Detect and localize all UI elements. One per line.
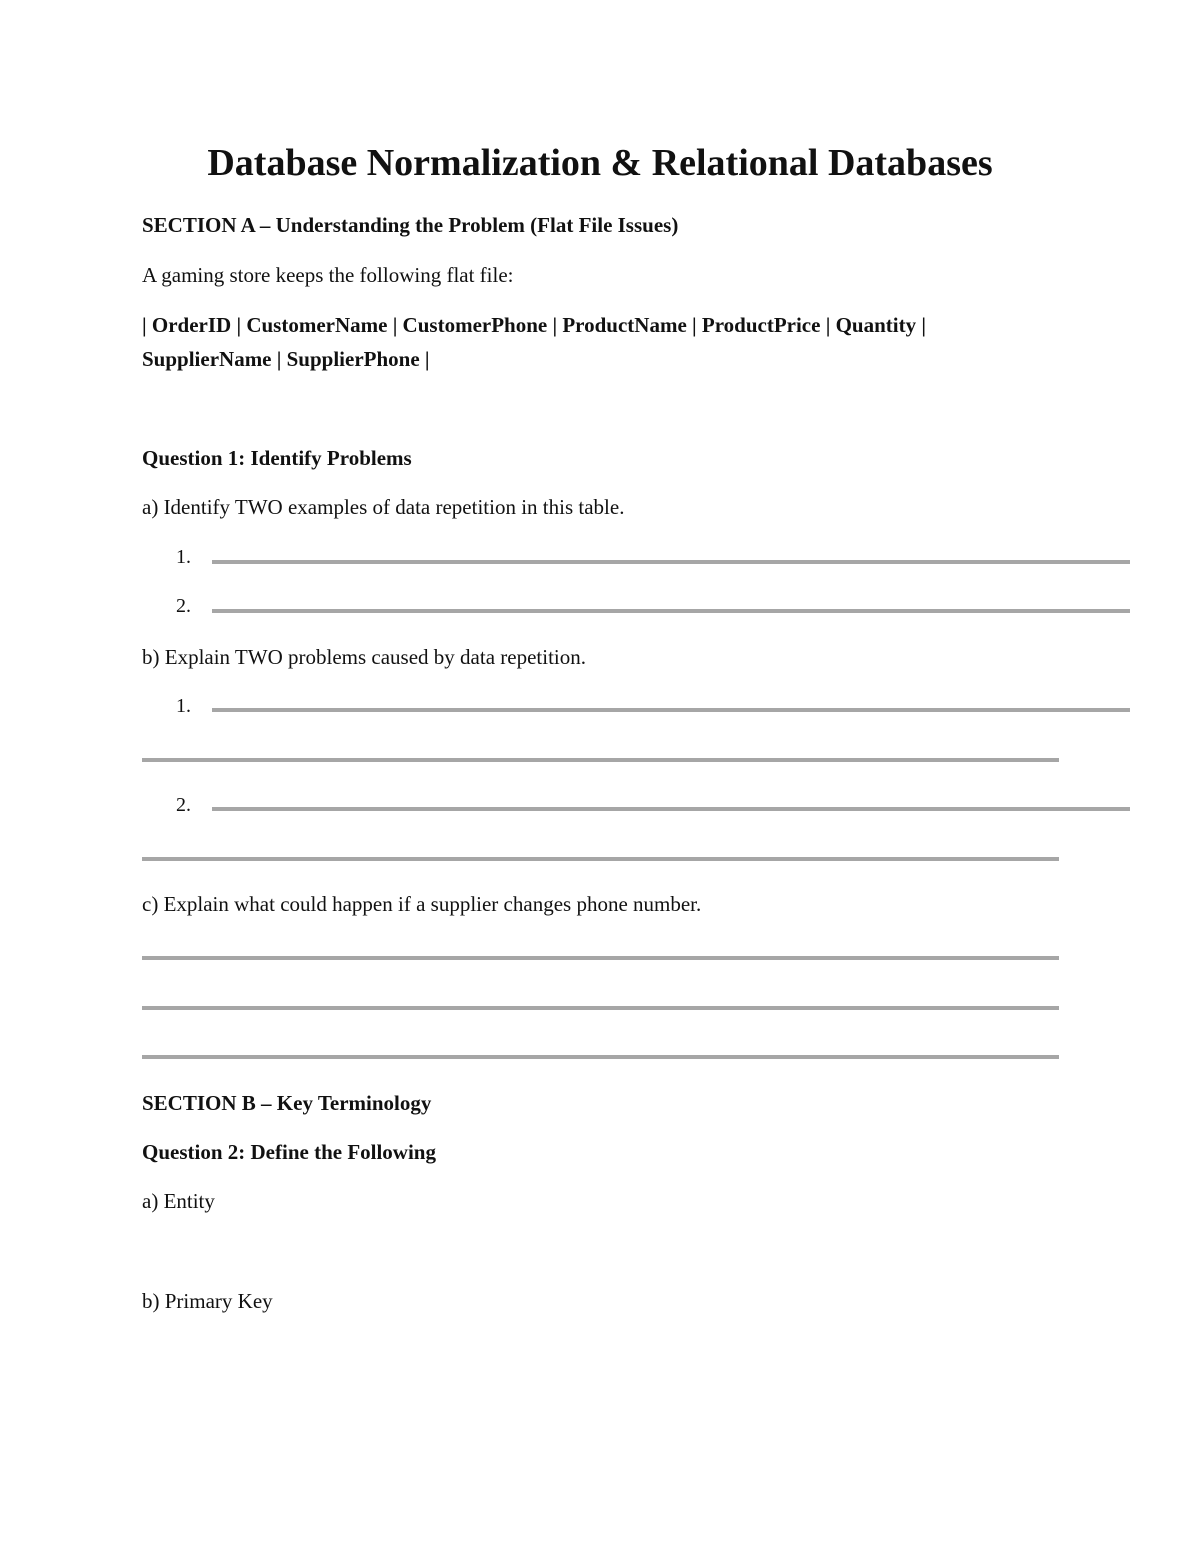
flat-file-fields-line-1: | OrderID | CustomerName | CustomerPhone | ProductName | ProductPrice | Quantity | <box>142 313 926 337</box>
section-a-intro: A gaming store keeps the following flat file: <box>142 263 514 287</box>
q1c-answer-line-1[interactable] <box>142 956 1059 960</box>
flat-file-fields-line-2: SupplierName | SupplierPhone | <box>142 347 430 371</box>
question-1-heading: Question 1: Identify Problems <box>142 446 412 470</box>
question-2a-term: a) Entity <box>142 1189 215 1213</box>
q1b-item-1-number: 1. <box>176 695 191 717</box>
q1a-item-2-number: 2. <box>176 595 191 617</box>
question-1c-prompt: c) Explain what could happen if a supplier changes phone number. <box>142 892 702 916</box>
q1b-answer-line-2-cont[interactable] <box>142 857 1059 861</box>
question-1a-prompt: a) Identify TWO examples of data repetition in this table. <box>142 495 625 519</box>
q1b-item-2-number: 2. <box>176 794 191 816</box>
q1c-answer-line-3[interactable] <box>142 1055 1059 1059</box>
q1c-answer-line-2[interactable] <box>142 1006 1059 1010</box>
section-a-heading: SECTION A – Understanding the Problem (Flat File Issues) <box>142 213 679 237</box>
page-title: Database Normalization & Relational Databases <box>207 142 993 184</box>
q1b-answer-line-2[interactable] <box>212 807 1130 811</box>
question-2b-term: b) Primary Key <box>142 1289 273 1313</box>
q1a-answer-line-2[interactable] <box>212 609 1130 613</box>
q1b-answer-line-1-cont[interactable] <box>142 758 1059 762</box>
question-2-heading: Question 2: Define the Following <box>142 1140 436 1164</box>
q1a-answer-line-1[interactable] <box>212 560 1130 564</box>
section-b-heading: SECTION B – Key Terminology <box>142 1091 432 1115</box>
q1b-answer-line-1[interactable] <box>212 708 1130 712</box>
q1a-item-1-number: 1. <box>176 546 191 568</box>
question-1b-prompt: b) Explain TWO problems caused by data repetition. <box>142 645 586 669</box>
